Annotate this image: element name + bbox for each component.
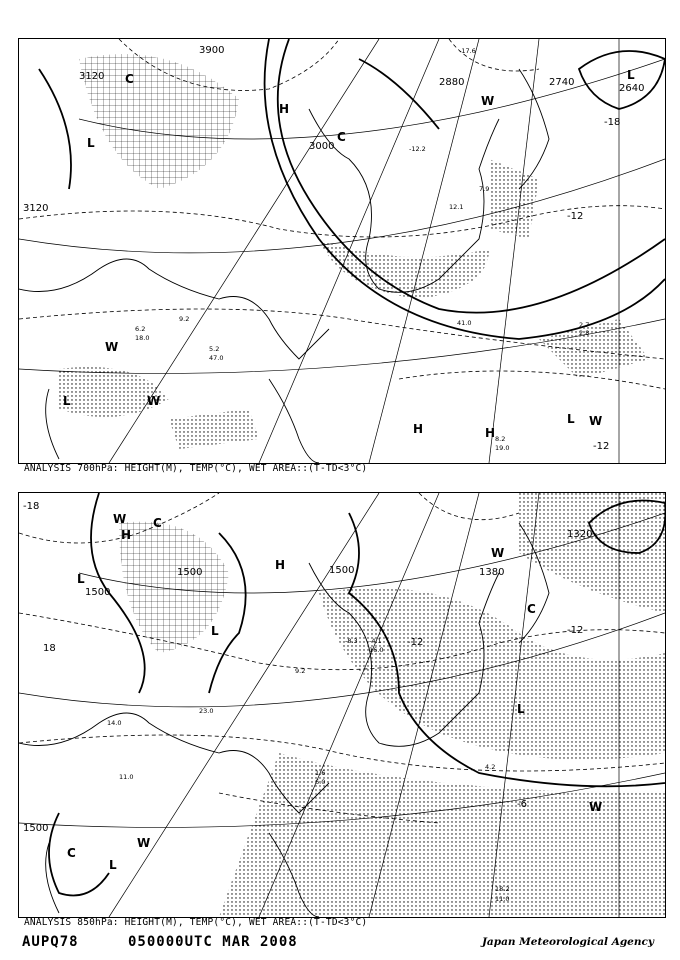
temp-label: -18 bbox=[604, 117, 621, 128]
temp-label: -6 bbox=[517, 799, 527, 810]
temp-label: -18 bbox=[23, 501, 40, 512]
agency-credit: Japan Meteorological Agency bbox=[481, 936, 654, 948]
obs-value: 1.6 bbox=[315, 769, 326, 777]
obs-value: 6.0 bbox=[315, 778, 326, 786]
center-marker: W bbox=[589, 414, 603, 428]
obs-value: 18.2 bbox=[495, 885, 510, 893]
center-marker: W bbox=[491, 546, 505, 560]
obs-value: 19.0 bbox=[495, 444, 510, 452]
panel-caption-850hpa: ANALYSIS 850hPa: HEIGHT(M), TEMP(°C), WET AREA::(T-TD<3°C) bbox=[24, 917, 368, 928]
height-label: 1320 bbox=[567, 529, 593, 540]
obs-value: 9.2 bbox=[295, 667, 306, 675]
center-marker: H bbox=[485, 426, 496, 440]
height-label: 1500 bbox=[177, 567, 203, 578]
temp-label: -12 bbox=[567, 211, 584, 222]
obs-value: -4.1 bbox=[369, 637, 382, 645]
map-700hpa-canvas bbox=[19, 39, 665, 463]
center-marker: W bbox=[147, 394, 161, 408]
center-marker: W bbox=[113, 512, 127, 526]
center-marker: W bbox=[137, 836, 151, 850]
height-label: 1380 bbox=[479, 567, 505, 578]
obs-value: 7.9 bbox=[479, 185, 490, 193]
center-marker: H bbox=[275, 558, 286, 572]
obs-value: 16.0 bbox=[369, 646, 384, 654]
center-marker: W bbox=[481, 94, 495, 108]
center-marker: H bbox=[413, 422, 424, 436]
obs-value: 14.0 bbox=[107, 719, 122, 727]
center-marker: L bbox=[567, 412, 575, 426]
center-marker: W bbox=[105, 340, 119, 354]
temp-label: 18 bbox=[43, 643, 56, 654]
center-marker: L bbox=[109, 858, 117, 872]
map-850hpa-canvas bbox=[19, 493, 665, 917]
center-marker: L bbox=[77, 572, 85, 586]
obs-value: 18.0 bbox=[135, 334, 150, 342]
height-label: 1500 bbox=[85, 587, 111, 598]
center-marker: H bbox=[121, 528, 132, 542]
panel-caption-700hpa: ANALYSIS 700hPa: HEIGHT(M), TEMP(°C), WET AREA::(T-TD<3°C) bbox=[24, 463, 368, 474]
height-label: 2640 bbox=[619, 83, 645, 94]
obs-value: -17.6 bbox=[459, 47, 476, 55]
center-marker: W bbox=[589, 800, 603, 814]
height-label: 3120 bbox=[79, 71, 105, 82]
center-marker: C bbox=[153, 516, 162, 530]
obs-value: 8.2 bbox=[495, 435, 506, 443]
chart-id: AUPQ78 bbox=[22, 934, 79, 950]
height-label: 1500 bbox=[23, 823, 49, 834]
wet-area-shading bbox=[59, 54, 649, 449]
center-marker: L bbox=[627, 68, 635, 82]
height-label: 3900 bbox=[199, 45, 225, 56]
obs-value: 9.2 bbox=[179, 315, 190, 323]
center-marker: L bbox=[517, 702, 525, 716]
height-label: 2740 bbox=[549, 77, 575, 88]
map-panel-850hpa bbox=[18, 492, 666, 918]
center-marker: C bbox=[67, 846, 76, 860]
center-marker: H bbox=[279, 102, 290, 116]
center-marker: C bbox=[125, 72, 134, 86]
temp-label: -12 bbox=[593, 441, 610, 452]
temp-label: -12 bbox=[567, 625, 584, 636]
obs-value: 47.0 bbox=[209, 354, 224, 362]
wet-area-shading bbox=[119, 493, 665, 917]
obs-value: 11.0 bbox=[495, 895, 510, 903]
center-marker: L bbox=[211, 624, 219, 638]
obs-value: 2.7 bbox=[579, 321, 590, 329]
center-marker: L bbox=[63, 394, 71, 408]
obs-value: 5.2 bbox=[209, 345, 220, 353]
obs-value: 41.0 bbox=[457, 319, 472, 327]
height-label: 3000 bbox=[309, 141, 335, 152]
obs-value: 11.0 bbox=[119, 773, 134, 781]
height-label: 3120 bbox=[23, 203, 49, 214]
height-label: 1500 bbox=[329, 565, 355, 576]
obs-value: -12.2 bbox=[409, 145, 426, 153]
center-marker: L bbox=[87, 136, 95, 150]
obs-value: 6.2 bbox=[135, 325, 146, 333]
valid-time: 050000UTC MAR 2008 bbox=[128, 934, 298, 950]
obs-value: 23.0 bbox=[199, 707, 214, 715]
obs-value: 2.8 bbox=[579, 329, 590, 337]
map-panel-700hpa bbox=[18, 38, 666, 464]
center-marker: C bbox=[527, 602, 536, 616]
obs-value: -8.3 bbox=[345, 637, 358, 645]
obs-value: 4.2 bbox=[485, 763, 496, 771]
center-marker: C bbox=[337, 130, 346, 144]
obs-value: 12.1 bbox=[449, 203, 464, 211]
height-label: 2880 bbox=[439, 77, 465, 88]
temp-label: -12 bbox=[407, 637, 424, 648]
